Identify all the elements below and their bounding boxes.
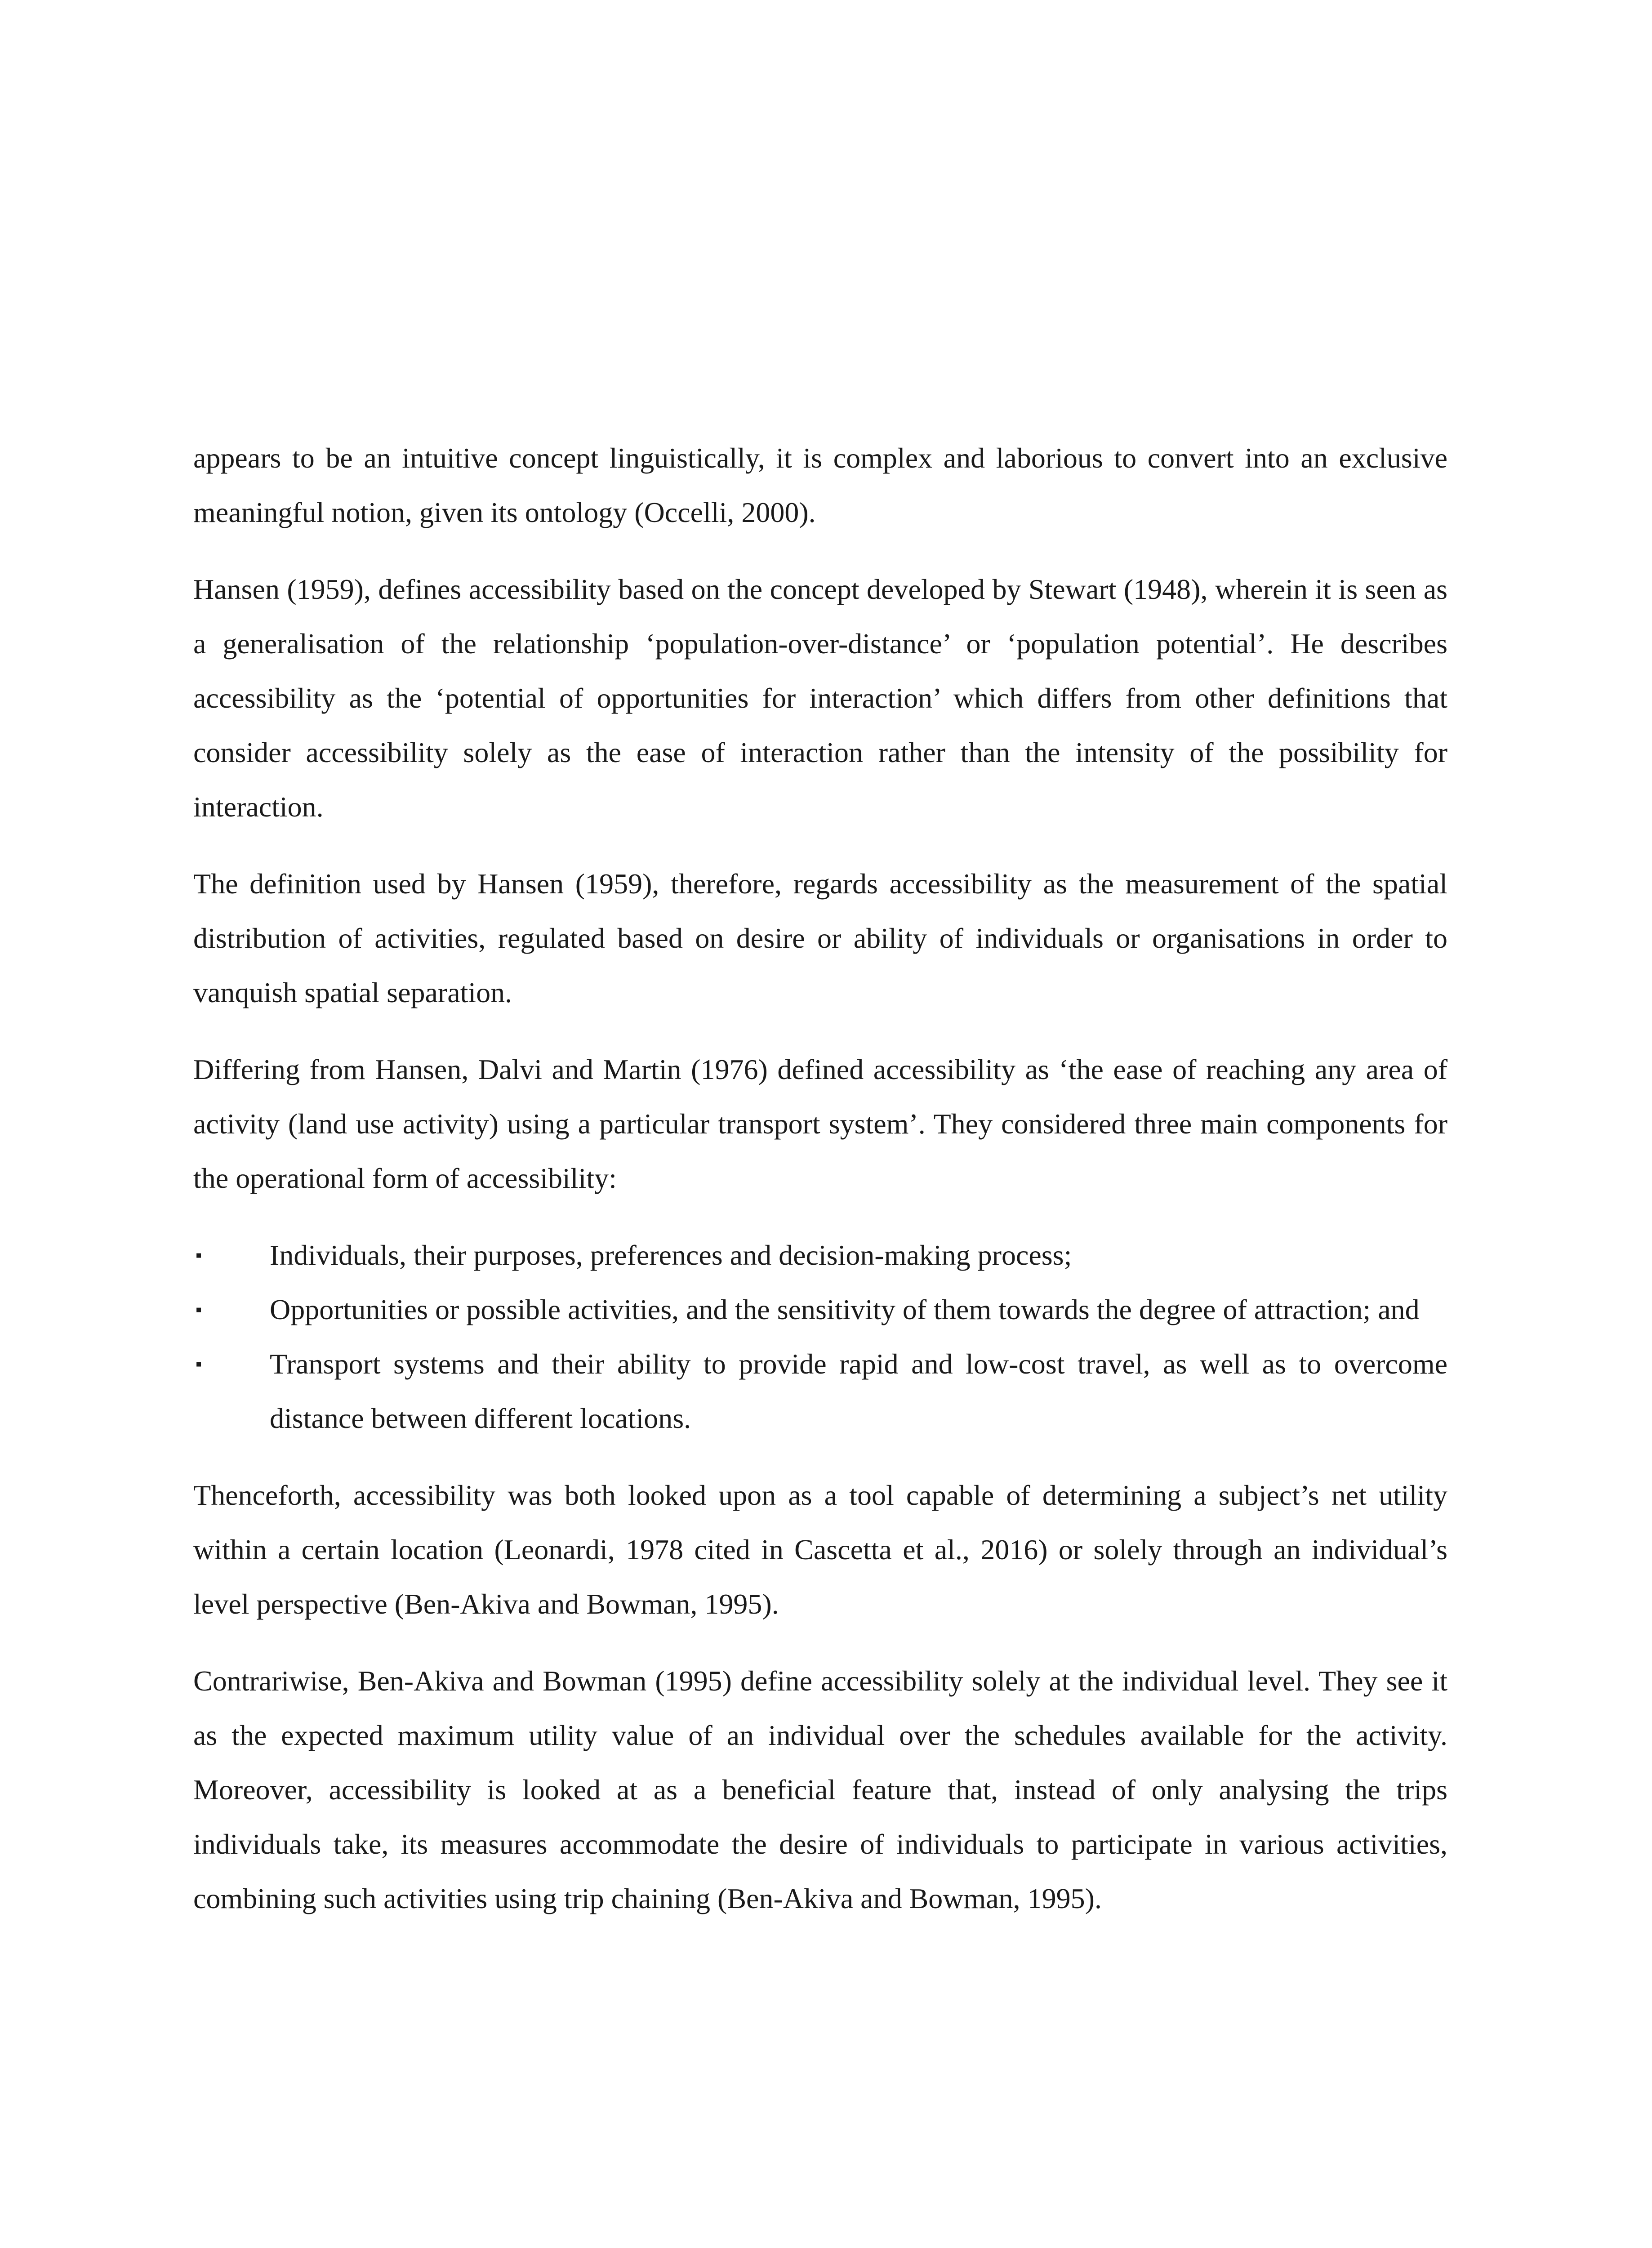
list-item: [193, 1282, 1447, 1337]
paragraph-occelli-continuation: appears to be an intuitive concept linguistically, it is complex and laborious to convert into an exclusive meaningful notion, given its ontology (Occelli, 2000).: [193, 442, 1447, 528]
list-item-text: Transport systems and their ability to provide rapid and low-cost travel, as well as to overcome distance between different locations.: [270, 1348, 1447, 1434]
square-bullet-icon: ▪: [196, 1299, 202, 1320]
square-bullet-icon: ▪: [196, 1354, 202, 1374]
list-item-text: Individuals, their purposes, preferences and decision-making process;: [270, 1239, 1072, 1271]
list-item-text: Opportunities or possible activities, and the sensitivity of them towards the degree of attraction; and: [270, 1293, 1420, 1325]
paragraph-thenceforth: Thenceforth, accessibility was both looked upon as a tool capable of determining a subject’s net utility within a certain location (Leonardi, 1978 cited in Cascetta et al., 2016) or solely through an individual’s level perspective (Ben-Akiva and Bowman, 1995).: [193, 1479, 1447, 1620]
paragraph-hansen-measurement: The definition used by Hansen (1959), therefore, regards accessibility as the measurement of the spatial distribution of activities, regulated based on desire or ability of individuals or organisations in order to vanquish spatial separation.: [193, 868, 1447, 1008]
list-item: [193, 1228, 1447, 1282]
body-text: [193, 431, 1447, 1948]
list-item: [193, 1337, 1447, 1445]
components-list: [193, 1228, 1447, 1445]
paragraph-dalvi-martin: Differing from Hansen, Dalvi and Martin (1976) defined accessibility as ‘the ease of reaching any area of activity (land use activity) using a particular transport system’. They considered three main components for the operational form of accessibility:: [193, 1053, 1447, 1194]
paragraph-hansen-definition: Hansen (1959), defines accessibility based on the concept developed by Stewart (1948), wherein it is seen as a generalisation of the relationship ‘population-over-distance’ or ‘population potential’. He describes accessibility as the ‘potential of opportunities for interaction’ which differs from other definitions that consider accessibility solely as the ease of interaction rather than the intensity of the possibility for interaction.: [193, 573, 1447, 823]
paragraph-contrariwise: Contrariwise, Ben-Akiva and Bowman (1995) define accessibility solely at the individual level. They see it as the expected maximum utility value of an individual over the schedules available for the activity. Moreover, accessibility is looked at as a beneficial feature that, instead of only analysing the trips individuals take, its measures accommodate the desire of individuals to participate in various activities, combining such activities using trip chaining (Ben-Akiva and Bowman, 1995).: [193, 1665, 1447, 1914]
square-bullet-icon: ▪: [196, 1245, 202, 1265]
